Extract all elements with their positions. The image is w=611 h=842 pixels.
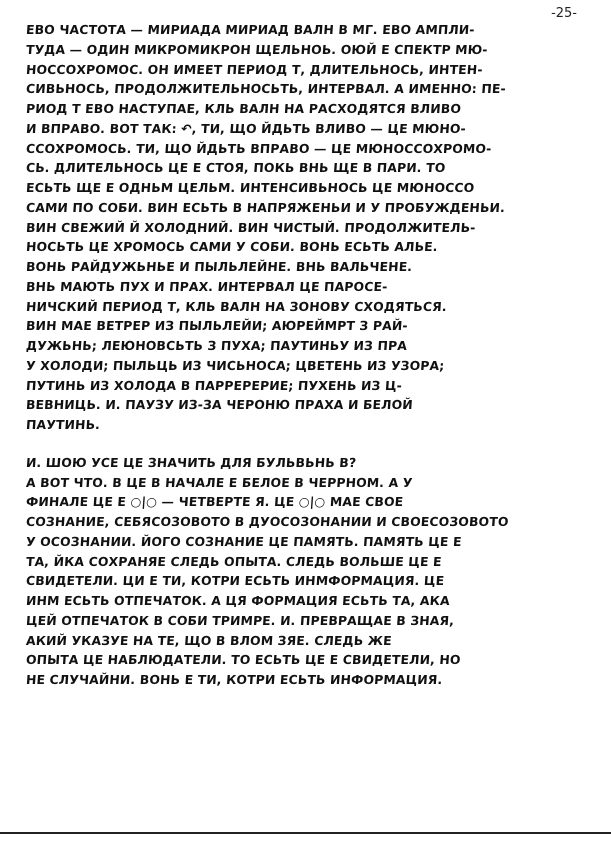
paragraph-1	[26, 20, 588, 435]
text-line: ЦЕЙ ОТПЕЧАТОК В СОБИ ТРИМРЕ. И. ПРЕВРАЩАЕ В ЗНАЯ,	[25, 612, 455, 628]
text-line: ПАУТИНЬ.	[25, 417, 101, 432]
text-line: НОССОХРОМОС. ОН ИМЕЕТ ПЕРИОД Т, ДЛИТЕЛЬНОСЬ, ИНТЕН-	[25, 61, 484, 77]
text-line: ЕСЬТЬ ЩЕ Е ОДНЬМ ЦЕЛЬМ. ИНТЕНСИВЬНОСЬ ЦЕ МЮНОССО	[25, 180, 475, 195]
paragraph-gap	[26, 435, 588, 453]
text-line: ССОХРОМОСЬ. ТИ, ЩО ЙДЬТЬ ВПРАВО — ЦЕ МЮНОССОХРОМО-	[25, 140, 492, 156]
handwritten-text-body	[26, 20, 588, 690]
text-line: РИОД Т ЕВО НАСТУПАЕ, КЛЬ ВАЛН НА РАСХОДЯТСЯ ВЛИВО	[25, 101, 462, 116]
text-line: ВОНЬ РАЙДУЖЬНЬЕ И ПЫЛЬЛЕЙНЕ. ВНЬ ВАЛЬЧЕНЕ.	[25, 259, 413, 274]
bottom-edge-rule	[0, 832, 611, 834]
text-line: ВЕВНИЦЬ. И. ПАУЗУ ИЗ-ЗА ЧЕРОНЮ ПРАХА И БЕЛОЙ	[25, 397, 414, 413]
text-line: ПУТИНЬ ИЗ ХОЛОДА В ПАРРЕРЕРИЕ; ПУХЕНЬ ИЗ Ц-	[25, 377, 403, 393]
text-line: ВНЬ МАЮТЬ ПУХ И ПРАХ. ИНТЕРВАЛ ЦЕ ПАРОСЕ-	[25, 278, 388, 294]
text-line: СИВЬНОСЬ, ПРОДОЛЖИТЕЛЬНОСЬТЬ, ИНТЕРВАЛ. А ИМЕННО: ПЕ-	[25, 81, 507, 97]
text-line: И. ШОЮ УСЕ ЦЕ ЗНАЧИТЬ ДЛЯ БУЛЬВЬНЬ В?	[25, 454, 357, 470]
page-number: -25-	[551, 6, 577, 21]
text-line: А ВОТ ЧТО. В ЦЕ В НАЧАЛЕ Е БЕЛОЕ В ЧЕРРНОМ. А У	[25, 474, 414, 490]
text-line: И ВПРАВО. ВОТ ТАК: ↶, ТИ, ЩО ЙДЬТЬ ВЛИВО — ЦЕ МЮНО-	[25, 120, 467, 136]
text-line: СВИДЕТЕЛИ. ЦИ Е ТИ, КОТРИ ЕСЬТЬ ИНМФОРМАЦИЯ. ЦЕ	[25, 573, 445, 589]
text-line: ФИНАЛЕ ЦЕ Е ○|○ — ЧЕТВЕРТЕ Я. ЦЕ ○|○ МАЕ СВОЕ	[25, 494, 404, 510]
text-line: САМИ ПО СОБИ. ВИН ЕСЬТЬ В НАПРЯЖЕНЬИ И У ПРОБУЖДЕНЬИ.	[25, 199, 506, 215]
text-line: СОЗНАНИЕ, СЕБЯСОЗОВОТО В ДУОСОЗОНАНИИ И СВОЕСОЗОВОТО	[25, 514, 510, 529]
text-line: ТА, ЙКА СОХРАНЯЕ СЛЕДЬ ОПЫТА. СЛЕДЬ ВОЛЬШЕ ЦЕ Е	[25, 553, 443, 569]
text-line: ЕВО ЧАСТОТА — МИРИАДА МИРИАД ВАЛН В МГ. ЕВО АМПЛИ-	[25, 22, 476, 37]
text-line: НЕ СЛУЧАЙНИ. ВОНЬ Е ТИ, КОТРИ ЕСЬТЬ ИНФОРМАЦИЯ.	[25, 672, 443, 687]
text-line: ТУДА — ОДИН МИКРОМИКРОН ЩЕЛЬНОЬ. ОЮЙ Е СПЕКТР МЮ-	[25, 41, 489, 57]
text-line: У ХОЛОДИ; ПЫЛЬЦЬ ИЗ ЧИСЬНОСА; ЦВЕТЕНЬ ИЗ УЗОРА;	[25, 357, 445, 373]
text-line: НОСЬТЬ ЦЕ ХРОМОСЬ САМИ У СОБИ. ВОНЬ ЕСЬТЬ АЛЬЕ.	[25, 239, 439, 255]
text-line: НИЧСКИЙ ПЕРИОД Т, КЛЬ ВАЛН НА ЗОНОВУ СХОДЯТЬСЯ.	[25, 298, 448, 314]
text-line: СЬ. ДЛИТЕЛЬНОСЬ ЦЕ Е СТОЯ, ПОКЬ ВНЬ ЩЕ В ПАРИ. ТО	[25, 160, 447, 176]
paragraph-2	[26, 453, 588, 690]
text-line: АКИЙ УКАЗУЕ НА ТЕ, ЩО В ВЛОМ ЗЯЕ. СЛЕДЬ ЖЕ	[25, 632, 393, 648]
text-line: ИНМ ЕСЬТЬ ОТПЕЧАТОК. А ЦЯ ФОРМАЦИЯ ЕСЬТЬ ТА, АКА	[25, 593, 451, 608]
text-line: У ОСОЗНАНИИ. ЙОГО СОЗНАНИЕ ЦЕ ПАМЯТЬ. ПАМЯТЬ ЦЕ Е	[25, 533, 463, 549]
text-line: ДУЖЬНЬ; ЛЕЮНОВСЬТЬ З ПУХА; ПАУТИНЬУ ИЗ ПРА	[25, 338, 408, 353]
text-line: ВИН МАЕ ВЕТРЕР ИЗ ПЫЛЬЛЕЙИ; АЮРЕЙМРТ З РАЙ-	[25, 318, 409, 334]
text-line: ОПЫТА ЦЕ НАБЛЮДАТЕЛИ. ТО ЕСЬТЬ ЦЕ Е СВИДЕТЕЛИ, НО	[25, 652, 462, 668]
text-line: ВИН СВЕЖИЙ Й ХОЛОДНИЙ. ВИН ЧИСТЫЙ. ПРОДОЛЖИТЕЛЬ-	[25, 219, 477, 235]
